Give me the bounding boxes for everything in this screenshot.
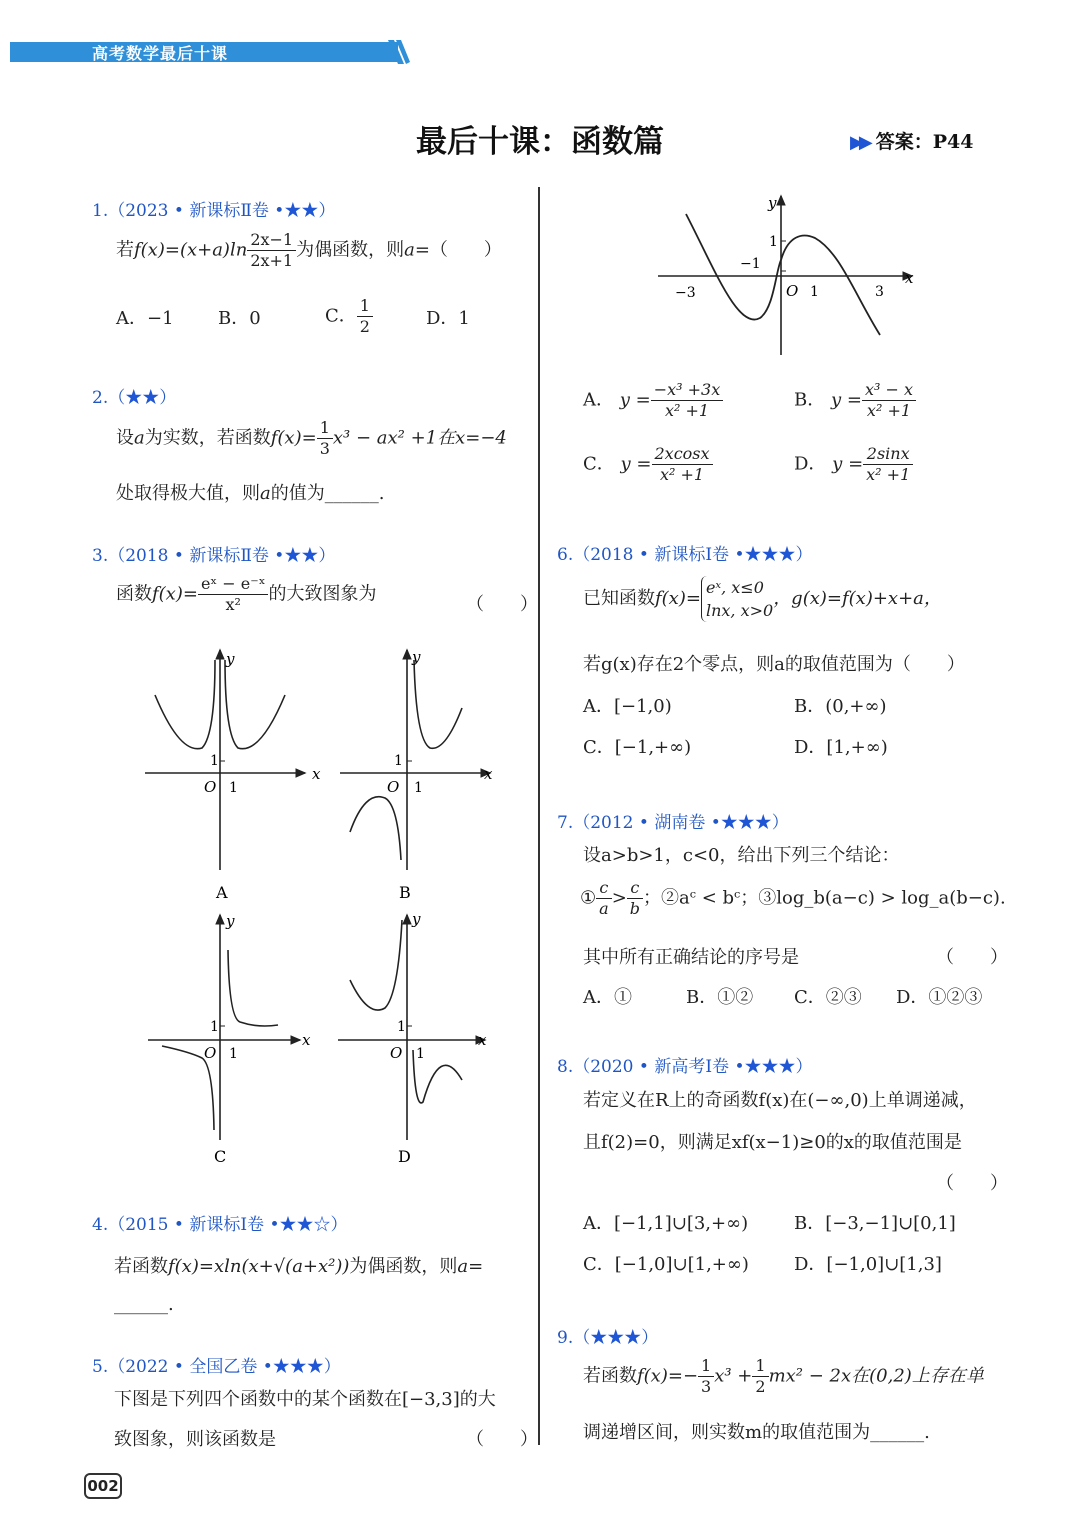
- svg-text:O: O: [204, 778, 217, 796]
- q8-header: 8.（2020 • 新高考Ⅰ卷 •★★★）: [557, 1057, 813, 1077]
- q3-graph-b: [340, 648, 493, 902]
- svg-text:1: 1: [394, 753, 403, 769]
- q3-graph-a: [145, 650, 321, 902]
- q3-label-b: B: [399, 883, 411, 902]
- svg-text:O: O: [387, 778, 400, 796]
- q8-line1: 若定义在R上的奇函数f(x)在(−∞,0)上单调递减，: [583, 1090, 977, 1111]
- banner-stripes-icon: [386, 40, 410, 64]
- svg-text:x: x: [302, 1031, 311, 1049]
- q3-label-d: D: [398, 1147, 411, 1166]
- svg-text:1: 1: [810, 284, 819, 300]
- q3-stem: 函数f(x)= $\frac{\text{eˣ − e⁻ˣ}}{\text{x²}}$ 的大致图象为: [116, 574, 377, 614]
- svg-text:y: y: [226, 912, 235, 930]
- svg-text:O: O: [204, 1044, 217, 1062]
- q5-option-c: C． y = $\frac{2xcosx}{\text{x² +1}}$: [583, 444, 713, 485]
- q3-label-a: A: [216, 883, 228, 902]
- svg-text:y: y: [412, 910, 421, 928]
- q1-option-a: A．−1: [116, 308, 174, 329]
- q8-option-b: B．[−3,−1]∪[0,1]: [794, 1213, 956, 1234]
- q3-label-c: C: [214, 1147, 227, 1166]
- q7-header: 7.（2012 • 湖南卷 •★★★）: [557, 813, 789, 833]
- svg-text:1: 1: [414, 780, 423, 796]
- q3-graph-c: [148, 912, 311, 1166]
- q1-header: 1.（2023 • 新课标Ⅱ卷 •★★）: [92, 201, 336, 221]
- q6-option-d: D．[1,+∞): [794, 737, 888, 758]
- q1-stem: 若f(x)=(x+a)ln $\frac{2x-1}{2x+1}$ 为偶函数，则a=（ ）: [116, 230, 502, 270]
- q7-paren: （ ）: [936, 947, 1008, 968]
- q5-option-a: A． y = $\frac{\text{−x³ +3x}}{\text{x² +1}}$: [583, 380, 723, 421]
- q3-graph-d: [338, 910, 487, 1166]
- svg-text:y: y: [412, 648, 421, 666]
- answer-page: P44: [932, 131, 974, 153]
- answer-label: 答案：: [875, 131, 933, 153]
- q5-graph: [650, 190, 930, 360]
- svg-text:O: O: [390, 1044, 403, 1062]
- q6-line2: 若g(x)存在2个零点，则a的取值范围为（ ）: [583, 654, 965, 675]
- svg-text:x: x: [312, 765, 321, 783]
- svg-text:1: 1: [229, 1046, 238, 1062]
- svg-text:1: 1: [416, 1046, 425, 1062]
- page-title: 最后十课：函数篇: [416, 124, 664, 160]
- q6-option-a: A．[−1,0): [583, 696, 672, 717]
- q6-line1: 已知函数f(x)= eˣ, x≤0 lnx, x>0 ，g(x)=f(x)+x+a，: [583, 576, 942, 622]
- q7-line2: ① $\frac{c}{a}$ > $\frac{c}{b}$ ；②aᶜ < bᶜ；③log_b(a−c) > log_a(b−c).: [580, 878, 1006, 918]
- svg-text:x: x: [484, 765, 493, 783]
- q3-graphs: [140, 640, 520, 1180]
- page-number: 002: [84, 1473, 122, 1499]
- header-banner-text: 高考数学最后十课: [92, 44, 229, 63]
- svg-text:x: x: [478, 1031, 487, 1049]
- q5-option-d: D． y = $\frac{2\sin x}{\text{x² +1}}$: [794, 444, 913, 485]
- q8-option-c: C．[−1,0]∪[1,+∞): [583, 1254, 749, 1275]
- q7-option-a: A．①: [583, 987, 632, 1008]
- q9-line1: 若函数f(x)=− $\frac{1}{3}$ x³ + $\frac{1}{2}$ mx² − 2x在(0,2)上存在单: [583, 1356, 984, 1396]
- answer-ref: [850, 127, 973, 154]
- q7-option-c: C．②③: [794, 987, 862, 1008]
- q3-header: 3.（2018 • 新课标Ⅱ卷 •★★）: [92, 546, 336, 566]
- q5-line1: 下图是下列四个函数中的某个函数在[−3,3]的大: [114, 1389, 496, 1410]
- q8-option-a: A．[−1,1]∪[3,+∞): [583, 1213, 749, 1234]
- q7-line3: 其中所有正确结论的序号是: [583, 947, 799, 968]
- q3-paren: （ ）: [466, 594, 538, 615]
- q5-option-b: B． y = $\frac{\text{x³ − x}}{\text{x² +1}}$: [794, 380, 916, 421]
- column-divider: [538, 187, 540, 1445]
- svg-text:y: y: [768, 194, 777, 212]
- q1-option-d: D．1: [426, 308, 470, 329]
- q6-option-c: C．[−1,+∞): [583, 737, 692, 758]
- q6-header: 6.（2018 • 新课标Ⅰ卷 •★★★）: [557, 545, 813, 565]
- q4-header: 4.（2015 • 新课标Ⅰ卷 •★★☆）: [92, 1215, 348, 1235]
- q1-option-b: B．0: [218, 308, 261, 329]
- svg-text:−3: −3: [675, 285, 696, 301]
- q7-option-b: B．①②: [686, 987, 754, 1008]
- svg-text:O: O: [786, 282, 799, 300]
- svg-text:−1: −1: [740, 256, 761, 272]
- svg-text:1: 1: [229, 780, 238, 796]
- q4-line2: ______.: [114, 1294, 174, 1315]
- q4-line1: 若函数f(x)=xln(x+√(a+x²))为偶函数，则a=: [114, 1256, 484, 1277]
- svg-text:1: 1: [210, 753, 219, 769]
- q5-header: 5.（2022 • 全国乙卷 •★★★）: [92, 1357, 341, 1377]
- svg-text:1: 1: [397, 1019, 406, 1035]
- q5-line2: 致图象，则该函数是: [114, 1429, 276, 1450]
- axis-y-label: y: [226, 650, 235, 668]
- q2-header: 2.（★★）: [92, 388, 177, 408]
- q8-paren: （ ）: [936, 1173, 1008, 1194]
- q9-header: 9.（★★★）: [557, 1328, 659, 1348]
- q8-option-d: D．[−1,0]∪[1,3]: [794, 1254, 942, 1275]
- q7-line1: 设a>b>1，c<0，给出下列三个结论：: [583, 845, 900, 866]
- q5-paren: （ ）: [466, 1429, 538, 1450]
- q2-line1: 设a为实数，若函数f(x)= $\frac{1}{3}$ x³ − ax² +1在x=−4: [116, 418, 507, 458]
- svg-text:1: 1: [769, 234, 778, 250]
- q6-option-b: B．(0,+∞): [794, 696, 887, 717]
- svg-text:1: 1: [210, 1019, 219, 1035]
- q9-line2: 调递增区间，则实数m的取值范围为______.: [583, 1422, 930, 1443]
- svg-text:x: x: [905, 269, 914, 287]
- q2-line2: 处取得极大值，则a的值为______.: [116, 483, 385, 504]
- q1-option-c: C． $\frac{1}{2}$: [325, 296, 373, 337]
- svg-text:3: 3: [875, 284, 884, 300]
- q7-option-d: D．①②③: [896, 987, 983, 1008]
- double-arrow-icon: ▶▶: [850, 132, 868, 153]
- q8-line2: 且f(2)=0，则满足xf(x−1)≥0的x的取值范围是: [583, 1132, 962, 1153]
